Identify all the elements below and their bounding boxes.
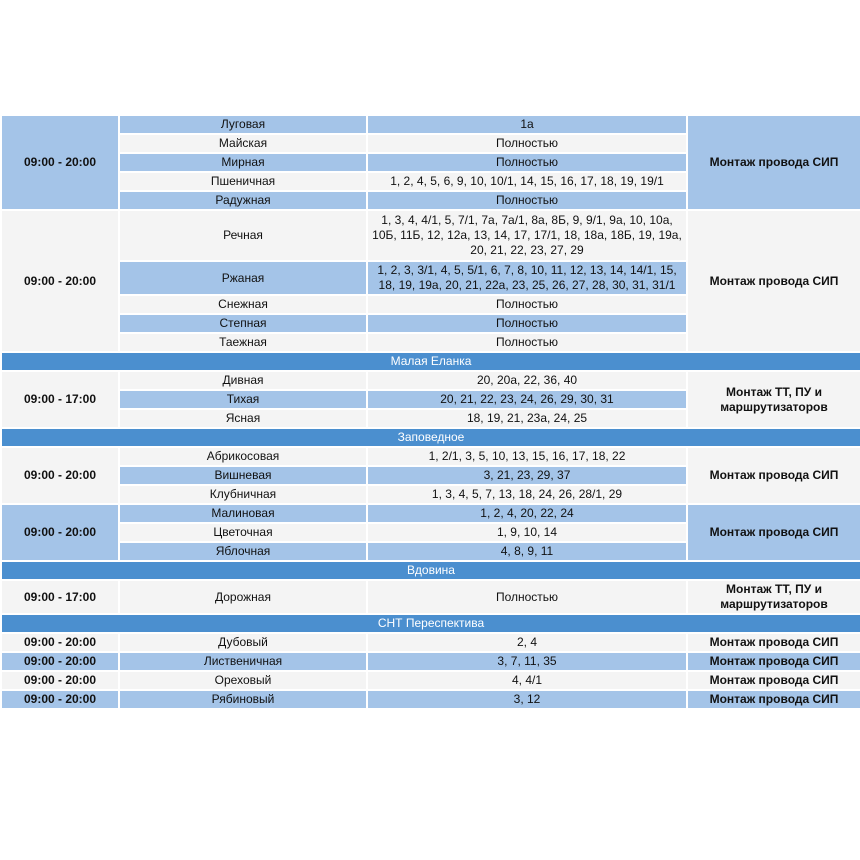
street-cell: Снежная xyxy=(119,295,367,314)
work-cell: Монтаж провода СИП xyxy=(687,633,860,652)
street-cell: Дивная xyxy=(119,371,367,390)
table-row xyxy=(1,633,860,652)
houses-cell: Полностью xyxy=(367,295,687,314)
houses-cell: 3, 12 xyxy=(367,690,687,709)
time-cell: 09:00 - 20:00 xyxy=(1,447,119,504)
table-row xyxy=(1,371,860,390)
table-row xyxy=(1,504,860,523)
section-title: Вдовина xyxy=(1,561,860,580)
table-row xyxy=(1,580,860,614)
time-cell: 09:00 - 20:00 xyxy=(1,690,119,709)
table-row xyxy=(1,671,860,690)
time-cell: 09:00 - 20:00 xyxy=(1,504,119,561)
section-header-row xyxy=(1,352,860,371)
table-row xyxy=(1,210,860,261)
work-cell: Монтаж провода СИП xyxy=(687,115,860,210)
schedule-table xyxy=(0,114,860,710)
street-cell: Ясная xyxy=(119,409,367,428)
section-header-row xyxy=(1,428,860,447)
time-cell: 09:00 - 20:00 xyxy=(1,652,119,671)
houses-cell: 3, 7, 11, 35 xyxy=(367,652,687,671)
houses-cell: Полностью xyxy=(367,153,687,172)
houses-cell: Полностью xyxy=(367,134,687,153)
houses-cell: 1, 3, 4, 5, 7, 13, 18, 24, 26, 28/1, 29 xyxy=(367,485,687,504)
houses-cell: 1а xyxy=(367,115,687,134)
street-cell: Ореховый xyxy=(119,671,367,690)
street-cell: Степная xyxy=(119,314,367,333)
table-row xyxy=(1,690,860,709)
work-cell: Монтаж провода СИП xyxy=(687,690,860,709)
street-cell: Мирная xyxy=(119,153,367,172)
table-row xyxy=(1,447,860,466)
street-cell: Дубовый xyxy=(119,633,367,652)
street-cell: Радужная xyxy=(119,191,367,210)
time-cell: 09:00 - 17:00 xyxy=(1,580,119,614)
street-cell: Тихая xyxy=(119,390,367,409)
time-cell: 09:00 - 20:00 xyxy=(1,115,119,210)
street-cell: Клубничная xyxy=(119,485,367,504)
houses-cell: 3, 21, 23, 29, 37 xyxy=(367,466,687,485)
street-cell: Рябиновый xyxy=(119,690,367,709)
houses-cell: Полностью xyxy=(367,191,687,210)
street-cell: Цветочная xyxy=(119,523,367,542)
table-row xyxy=(1,652,860,671)
time-cell: 09:00 - 20:00 xyxy=(1,633,119,652)
time-cell: 09:00 - 17:00 xyxy=(1,371,119,428)
street-cell: Ржаная xyxy=(119,261,367,295)
houses-cell: 18, 19, 21, 23а, 24, 25 xyxy=(367,409,687,428)
work-cell: Монтаж ТТ, ПУ и маршрутизаторов xyxy=(687,580,860,614)
work-cell: Монтаж провода СИП xyxy=(687,210,860,352)
street-cell: Лиственичная xyxy=(119,652,367,671)
houses-cell: 20, 20а, 22, 36, 40 xyxy=(367,371,687,390)
work-cell: Монтаж ТТ, ПУ и маршрутизаторов xyxy=(687,371,860,428)
houses-cell: 4, 4/1 xyxy=(367,671,687,690)
work-cell: Монтаж провода СИП xyxy=(687,504,860,561)
section-title: Заповедное xyxy=(1,428,860,447)
street-cell: Вишневая xyxy=(119,466,367,485)
houses-cell: Полностью xyxy=(367,314,687,333)
street-cell: Яблочная xyxy=(119,542,367,561)
work-cell: Монтаж провода СИП xyxy=(687,652,860,671)
houses-cell: 1, 3, 4, 4/1, 5, 7/1, 7а, 7а/1, 8а, 8Б, 9, 9/1, 9а, 10, 10а, 10Б, 11Б, 12, 12а, 13, 14, 17, 17/1, 18, 18а, 18Б, 19, 19а, 20, 21, 22, 23, 27, 29 xyxy=(367,210,687,261)
houses-cell: 1, 2, 4, 5, 6, 9, 10, 10/1, 14, 15, 16, 17, 18, 19, 19/1 xyxy=(367,172,687,191)
work-cell: Монтаж провода СИП xyxy=(687,447,860,504)
street-cell: Абрикосовая xyxy=(119,447,367,466)
section-title: Малая Еланка xyxy=(1,352,860,371)
table-row xyxy=(1,115,860,134)
houses-cell: 2, 4 xyxy=(367,633,687,652)
houses-cell: 1, 2, 4, 20, 22, 24 xyxy=(367,504,687,523)
time-cell: 09:00 - 20:00 xyxy=(1,671,119,690)
section-title: СНТ Переспектива xyxy=(1,614,860,633)
street-cell: Пшеничная xyxy=(119,172,367,191)
houses-cell: 20, 21, 22, 23, 24, 26, 29, 30, 31 xyxy=(367,390,687,409)
section-header-row xyxy=(1,614,860,633)
houses-cell: 1, 2, 3, 3/1, 4, 5, 5/1, 6, 7, 8, 10, 11, 12, 13, 14, 14/1, 15, 18, 19, 19а, 20, 21, 22а, 23, 25, 26, 27, 28, 30, 31, 31/1 xyxy=(367,261,687,295)
houses-cell: 1, 9, 10, 14 xyxy=(367,523,687,542)
street-cell: Речная xyxy=(119,210,367,261)
street-cell: Дорожная xyxy=(119,580,367,614)
section-header-row xyxy=(1,561,860,580)
houses-cell: 4, 8, 9, 11 xyxy=(367,542,687,561)
street-cell: Таежная xyxy=(119,333,367,352)
street-cell: Луговая xyxy=(119,115,367,134)
time-cell: 09:00 - 20:00 xyxy=(1,210,119,352)
work-cell: Монтаж провода СИП xyxy=(687,671,860,690)
houses-cell: Полностью xyxy=(367,333,687,352)
street-cell: Майская xyxy=(119,134,367,153)
houses-cell: 1, 2/1, 3, 5, 10, 13, 15, 16, 17, 18, 22 xyxy=(367,447,687,466)
houses-cell: Полностью xyxy=(367,580,687,614)
street-cell: Малиновая xyxy=(119,504,367,523)
